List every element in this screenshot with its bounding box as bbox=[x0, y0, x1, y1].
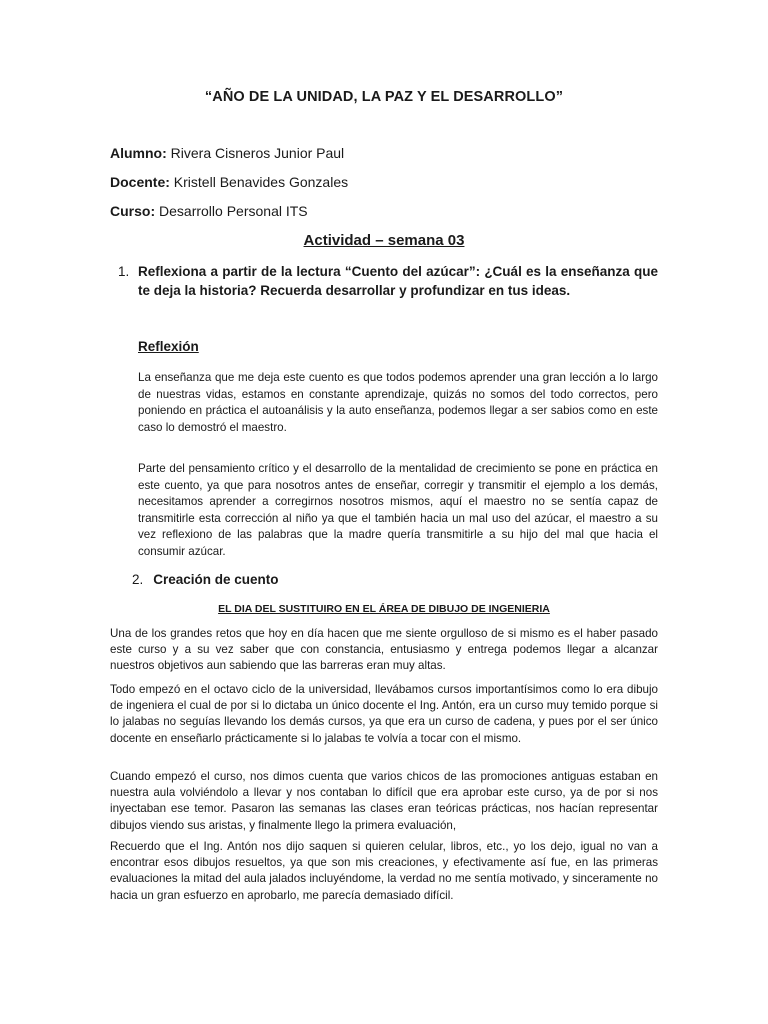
document-title: “AÑO DE LA UNIDAD, LA PAZ Y EL DESARROLLO” bbox=[204, 89, 564, 105]
student-line bbox=[110, 145, 344, 161]
teacher-line bbox=[110, 174, 348, 190]
story-paragraph-1: Una de los grandes retos que hoy en día hacen que me siente orgulloso de si mismo es el haber pasado este curso y a su vez saber que con constancia, entusiasmo y entrega podemos llegar a alcanzar nuestros objetivos aun sabiendo que las barreras eran muy altas. bbox=[110, 627, 658, 673]
question-2-text: Creación de cuento bbox=[153, 572, 279, 587]
activity-title: Actividad – semana 03 bbox=[303, 232, 465, 249]
story-paragraph-4: Recuerdo que el Ing. Antón nos dijo saquen si quieren celular, libros, etc., yo los dejo, igual no van a encontrar esos dibujos resueltos, ya que son mis creaciones, y efectivamente así fue, en las primeras evaluaciones la mitad del aula jalados incluyéndome, la verdad no me sentía motivado, y sinceramente no hacia un gran esfuerzo en aprobarlo, me parecía demasiado difícil. bbox=[110, 840, 658, 902]
reflection-paragraph-1: La enseñanza que me deja este cuento es que todos podemos aprender una gran lección a lo largo de nuestras vidas, estamos en constante aprendizaje, quizás no somos del todo correctos, pero poniendo en práctica el autoanálisis y la auto enseñanza, podemos llegar a ser sabios como en este caso lo demostró el maestro. bbox=[138, 371, 658, 434]
story-paragraph-2: Todo empezó en el octavo ciclo de la universidad, llevábamos cursos importantísimos como lo era dibujo de ingeniera el cual de por si lo dictaba un único docente el Ing. Antón, era un curso muy temido porque si lo jalabas no seguías llevando los demás cursos, ya que era un curso de cadena, y pues por el ser único docente en enseñarlo prácticamente si lo jalabas te volvía a tocar con el mismo. bbox=[110, 683, 658, 745]
question-1-text: Reflexiona a partir de la lectura “Cuento del azúcar”: ¿Cuál es la enseñanza que te deja la historia? Recuerda desarrollar y profundizar en tus ideas. bbox=[138, 264, 658, 298]
question-2 bbox=[132, 572, 279, 587]
course-name: Desarrollo Personal ITS bbox=[155, 203, 308, 219]
story-title: EL DIA DEL SUSTITUIRO EN EL ÁREA DE DIBUJO DE INGENIERIA bbox=[218, 603, 550, 615]
question-1-number: 1. bbox=[118, 264, 130, 279]
reflection-heading: Reflexión bbox=[138, 339, 199, 354]
course-line bbox=[110, 203, 308, 219]
course-label: Curso: bbox=[110, 203, 156, 219]
student-label: Alumno: bbox=[110, 145, 167, 161]
story-paragraph-3: Cuando empezó el curso, nos dimos cuenta que varios chicos de las promociones antiguas estaban en nuestra aula volviéndolo a llevar y nos contaban lo difícil que era aprobar este curso, ya de por si nos inyectaban ese temor. Pasaron las semanas las clases eran teóricas prácticas, nos hacían representar dibujos viendo sus aristas, y finalmente llego la primera evaluación, bbox=[110, 770, 658, 832]
teacher-name: Kristell Benavides Gonzales bbox=[169, 174, 349, 190]
reflection-paragraph-2: Parte del pensamiento crítico y el desarrollo de la mentalidad de crecimiento se pone en práctica en este cuento, ya que para nosotros antes de enseñar, corregir y transmitir el ejemplo a los demás, necesitamos aprender a corregirnos nosotros mismos, aquí el maestro no se sentía capaz de transmitirle esta corrección al niño ya que el también hacia un mal uso del azúcar, el maestro a su vez reflexiono de las palabras que la madre quería transmitirle a su hijo del mal que hacia el consumir azúcar. bbox=[138, 462, 658, 558]
teacher-label: Docente: bbox=[110, 174, 170, 190]
student-name: Rivera Cisneros Junior Paul bbox=[166, 145, 345, 161]
question-2-number: 2. bbox=[132, 572, 144, 587]
question-1 bbox=[118, 262, 658, 300]
